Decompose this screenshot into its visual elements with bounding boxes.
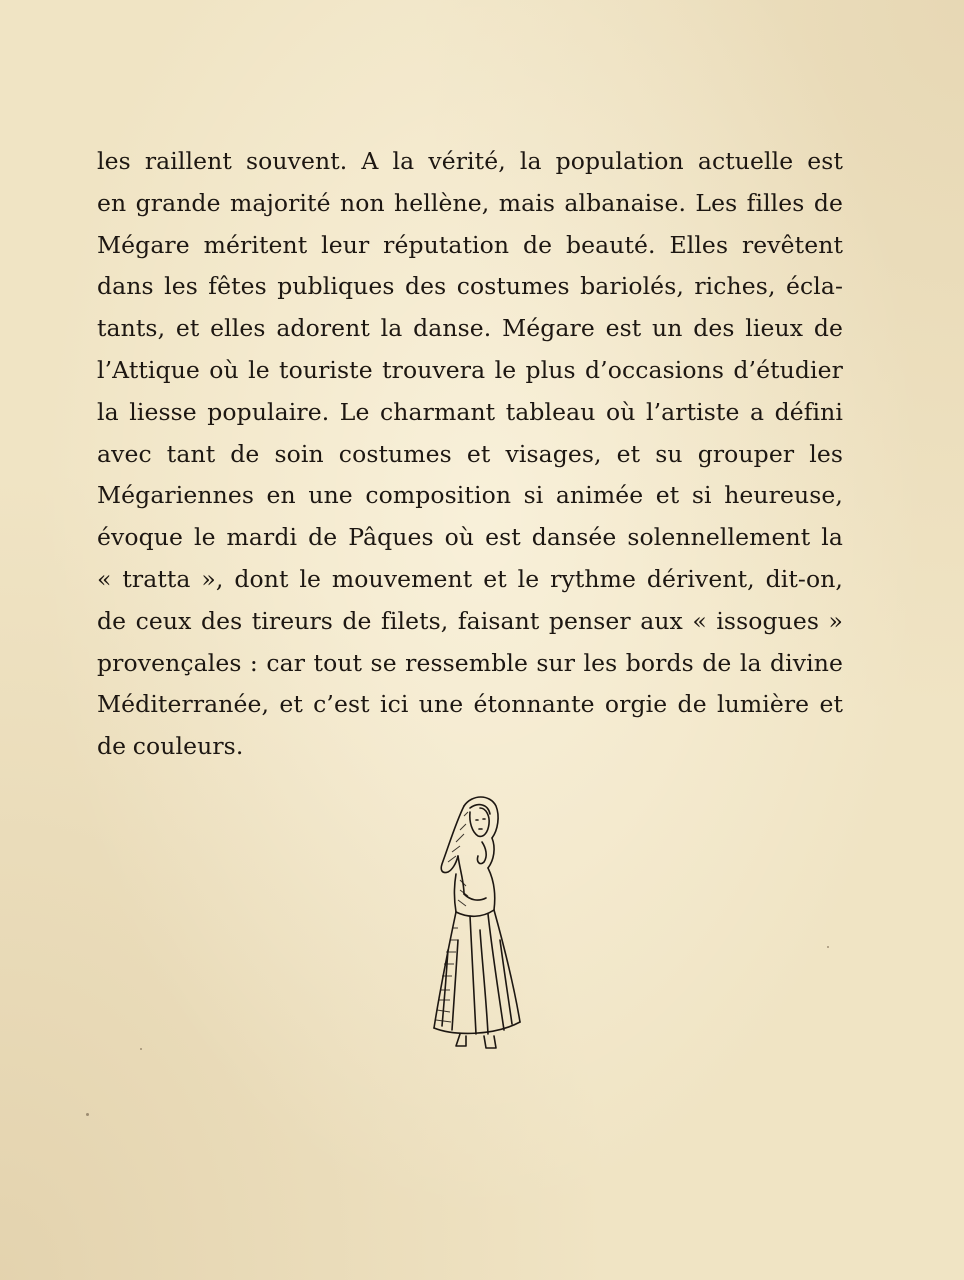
paper-speck (140, 1048, 142, 1050)
woman-in-headscarf-figure-icon (420, 790, 530, 1060)
paper-speck (86, 1113, 89, 1116)
text-line: Méditerranée, et c’est ici une étonnante orgie de lumière et (97, 690, 843, 719)
text-line: la liesse populaire. Le charmant tableau où l’artiste a défini (97, 397, 843, 426)
text-line: Mégare méritent leur réputation de beauté. Elles revêtent (97, 230, 843, 259)
text-line: « tratta », dont le mouvement et le rythme dérivent, dit-on, (97, 564, 843, 593)
text-line: les raillent souvent. A la vérité, la population actuelle est (97, 147, 843, 175)
body-paragraph (97, 141, 843, 768)
text-line: tants, et elles adorent la danse. Mégare est un des lieux de (97, 314, 843, 343)
text-line: en grande majorité non hellène, mais albanaise. Les filles de (97, 188, 843, 217)
text-line: Mégariennes en une composition si animée et si heureuse, (97, 481, 843, 510)
text-line: provençales : car tout se ressemble sur les bords de la divine (97, 648, 843, 677)
text-line: avec tant de soin costumes et visages, et su grouper les (97, 439, 843, 468)
text-line: de couleurs. (97, 732, 244, 761)
paper-speck (827, 946, 829, 948)
text-line: l’Attique où le touriste trouvera le plus d’occasions d’étudier (97, 355, 843, 384)
text-line: évoque le mardi de Pâques où est dansée solennellement la (97, 523, 843, 552)
text-line: dans les fêtes publiques des costumes bariolés, riches, écla- (97, 272, 843, 301)
text-line: de ceux des tireurs de filets, faisant penser aux « issogues » (97, 606, 843, 635)
